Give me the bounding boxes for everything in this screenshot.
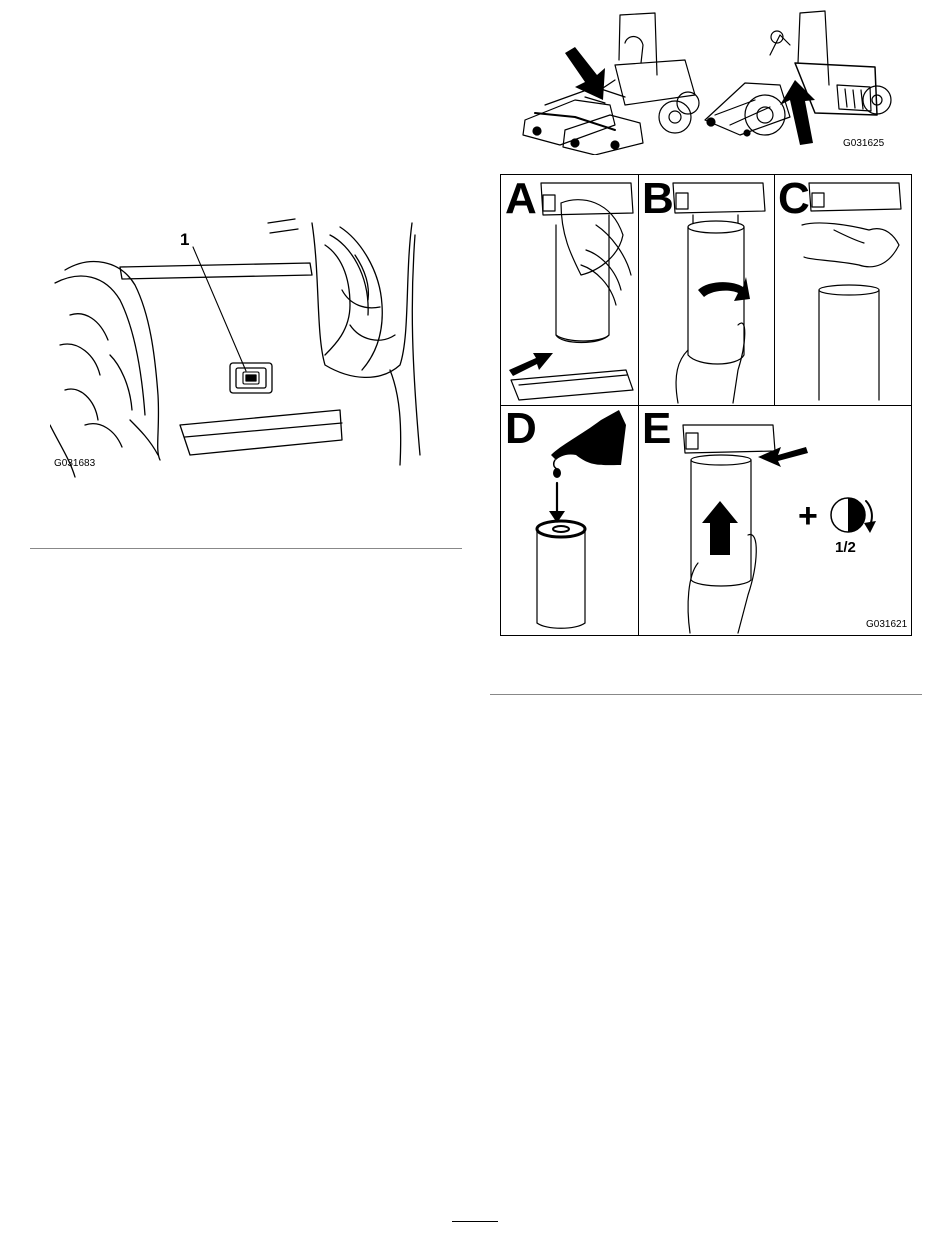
figure-filter-replacement-steps	[500, 174, 912, 636]
figure-machine-views	[515, 5, 895, 155]
plus-sign: +	[798, 497, 818, 535]
step-e-drawing	[638, 405, 911, 635]
fraction-label: 1/2	[835, 539, 856, 556]
figure-code: G031625	[843, 138, 885, 149]
step-letter: B	[642, 174, 674, 223]
figure-oil-drain-drawing	[50, 215, 430, 485]
step-letter: C	[778, 174, 810, 223]
panel-a	[501, 175, 638, 405]
step-letter: E	[642, 404, 672, 453]
step-letter: D	[505, 404, 537, 453]
callout-number: 1	[180, 230, 190, 249]
section-divider-left	[30, 548, 462, 549]
panel-c	[774, 175, 911, 405]
panel-b	[638, 175, 774, 405]
section-divider-right	[490, 694, 922, 695]
mower-illustration	[515, 5, 895, 155]
step-letter: A	[505, 174, 537, 223]
figure-oil-drain-location	[50, 215, 430, 485]
panel-d	[501, 405, 638, 635]
figure-code: G031683	[54, 458, 96, 469]
page-footer-line	[452, 1221, 498, 1222]
panel-e	[638, 405, 911, 635]
figure-code: G031621	[866, 619, 908, 630]
